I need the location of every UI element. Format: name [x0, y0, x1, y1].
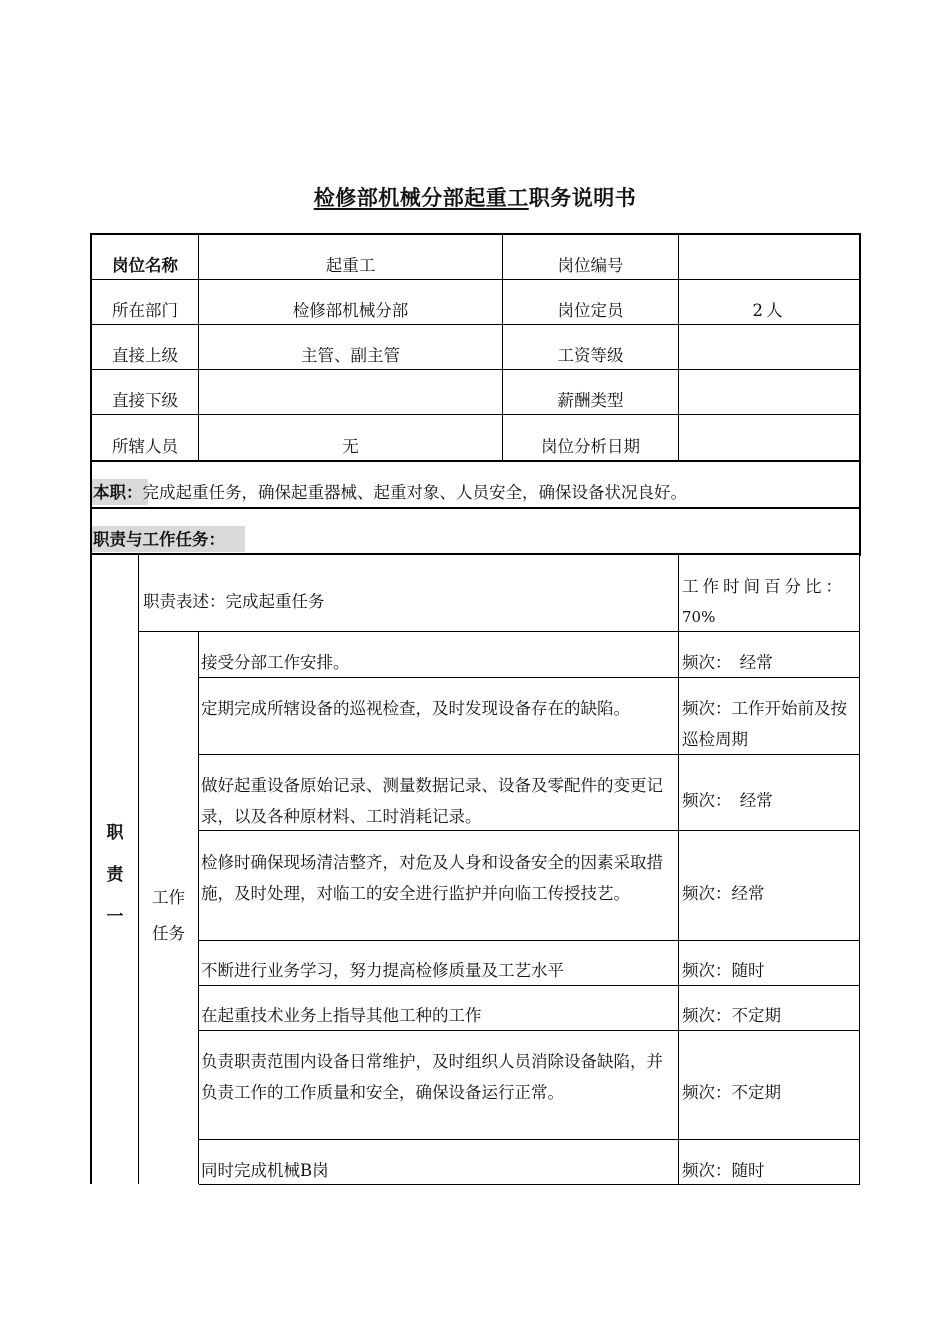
- value-headcount: 2人: [752, 301, 786, 320]
- task-4-freq: 频次：经常: [682, 884, 765, 903]
- label-pay-type: 薪酬类型: [557, 391, 624, 410]
- task-5-text: 不断进行业务学习，努力提高检修质量及工艺水平: [201, 961, 564, 980]
- value-department: 检修部机械分部: [292, 301, 409, 320]
- document-title: [0, 182, 950, 212]
- main-duty-label: 本职：: [93, 483, 143, 502]
- task-7-freq: 频次：不定期: [682, 1083, 781, 1102]
- task-3-freq: 频次： 经常: [682, 791, 773, 810]
- label-department: 所在部门: [112, 301, 178, 320]
- value-salary-grade: [679, 340, 859, 371]
- time-percent-value: 70%: [682, 608, 716, 626]
- label-direct-subordinate: 直接下级: [112, 391, 178, 410]
- value-analysis-date: [679, 431, 859, 462]
- task-8-freq: 频次：随时: [682, 1161, 765, 1180]
- value-position-name: 起重工: [325, 256, 376, 275]
- task-8-text: 同时完成机械B岗: [201, 1161, 329, 1180]
- main-duty-text: 完成起重任务，确保起重器械、起重对象、人员安全，确保设备状况良好。: [142, 483, 687, 502]
- label-salary-grade: 工资等级: [557, 346, 624, 365]
- task-7-text: 负责职责范围内设备日常维护，及时组织人员消除设备缺陷，并负责工作的工作质量和安全，确保设备运行正常。: [201, 1052, 663, 1102]
- duty-statement: 职责表述：完成起重任务: [143, 592, 325, 611]
- title-underlined: 检修部机械分部起重工: [313, 186, 529, 210]
- value-pay-type: [679, 385, 859, 416]
- task-label-line2: 任务: [152, 924, 185, 943]
- label-direct-superior: 直接上级: [112, 346, 178, 365]
- label-staff: 所辖人员: [112, 437, 178, 456]
- duties-section-label: 职责与工作任务：: [93, 530, 225, 549]
- label-headcount: 岗位定员: [557, 301, 624, 320]
- time-percent-label: 工作时间百分比：: [682, 577, 846, 596]
- task-2-freq: 频次：工作开始前及按巡检周期: [682, 699, 847, 749]
- duty-side-label-1: 职: [106, 823, 124, 843]
- label-position-number: 岗位编号: [557, 256, 624, 275]
- task-3-text: 做好起重设备原始记录、测量数据记录、设备及零配件的变更记录，以及各种原材料、工时消耗记录。: [201, 776, 663, 826]
- task-label-line1: 工作: [152, 888, 185, 907]
- task-1-freq: 频次： 经常: [682, 653, 773, 672]
- value-position-number: [679, 250, 859, 281]
- value-direct-subordinate: [199, 385, 502, 416]
- title-rest: 职务说明书: [528, 186, 637, 210]
- task-2-text: 定期完成所辖设备的巡视检查，及时发现设备存在的缺陷。: [201, 699, 630, 718]
- task-5-freq: 频次：随时: [682, 961, 765, 980]
- task-6-text: 在起重技术业务上指导其他工种的工作: [201, 1006, 482, 1025]
- duty-side-label-3: 一: [106, 907, 124, 927]
- task-1-text: 接受分部工作安排。: [201, 653, 350, 672]
- value-direct-superior: 主管、副主管: [301, 346, 400, 365]
- label-position-name: 岗位名称: [112, 256, 178, 275]
- duty-side-label-2: 责: [106, 865, 124, 885]
- value-staff: 无: [342, 437, 359, 456]
- label-analysis-date: 岗位分析日期: [541, 437, 640, 456]
- task-4-text: 检修时确保现场清洁整齐，对危及人身和设备安全的因素采取措施，及时处理，对临工的安全进行监护并向临工传授技艺。: [201, 853, 663, 903]
- task-6-freq: 频次：不定期: [682, 1006, 781, 1025]
